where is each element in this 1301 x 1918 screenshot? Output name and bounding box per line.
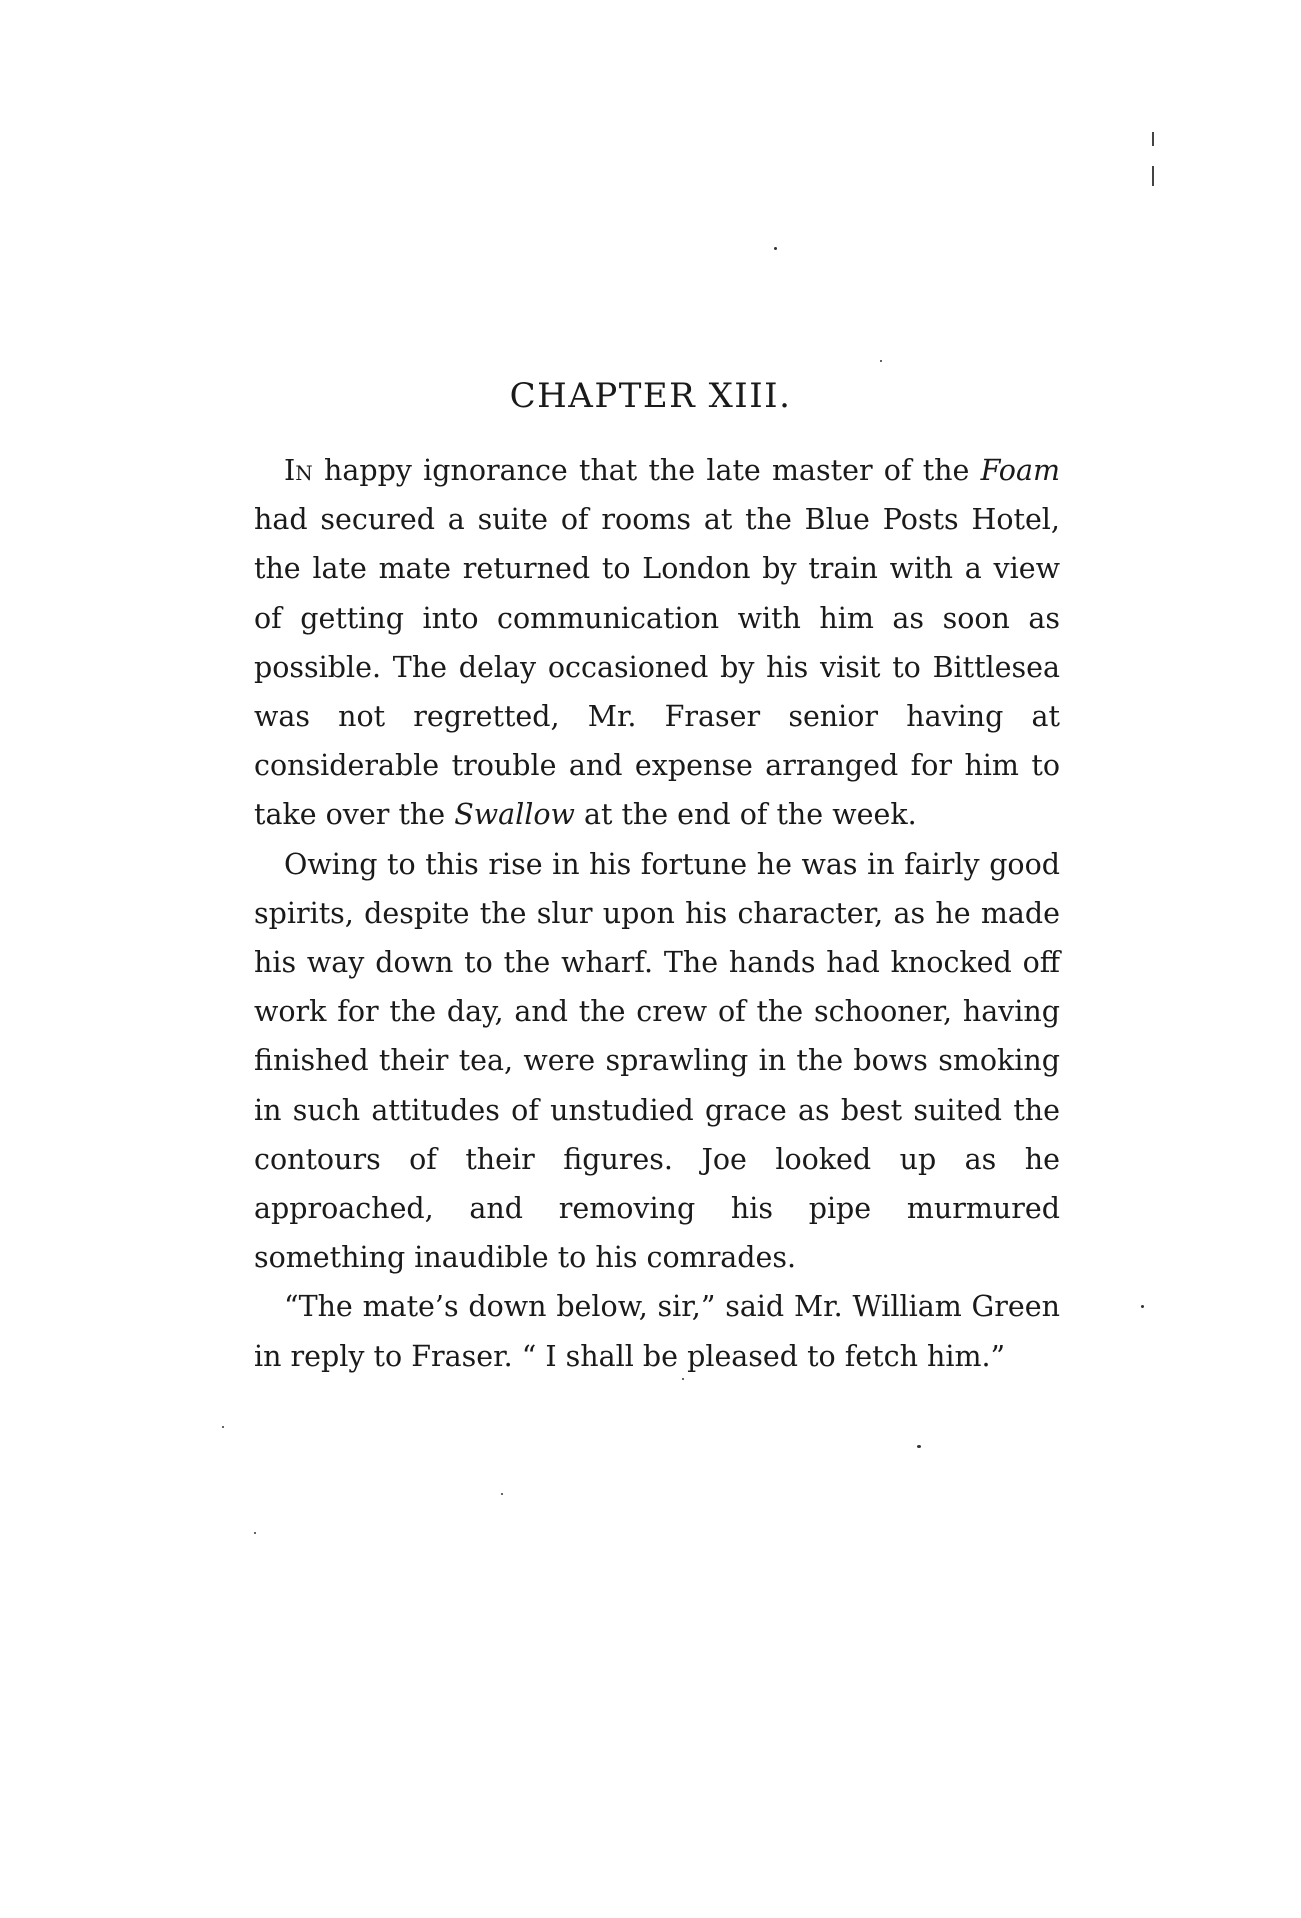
margin-mark	[1152, 132, 1154, 146]
speck	[774, 247, 777, 250]
paragraph-1	[254, 446, 1060, 840]
ship-name-swallow: Swallow	[454, 798, 575, 832]
speck	[1141, 1305, 1144, 1308]
paragraph-1-text-c: at the end of the week.	[574, 798, 917, 832]
paragraph-3: “The mate’s down below, sir,” said Mr. William Green in reply to Fraser. “ I shall be pleased to fetch him.”	[254, 1290, 1060, 1373]
speck	[254, 1532, 256, 1534]
speck	[222, 1426, 224, 1428]
speck	[501, 1493, 503, 1495]
chapter-body	[254, 446, 1060, 1381]
chapter-title: CHAPTER XIII.	[509, 376, 792, 416]
paragraph-1-text-a: happy ignorance that the late master of the	[312, 454, 981, 487]
speck	[880, 360, 882, 362]
margin-mark	[1152, 166, 1154, 186]
speck	[917, 1445, 921, 1448]
paragraph-1-text-b: had secured a suite of rooms at the Blue Posts Hotel, the late mate returned to London by train with a view of getting into communication with him as soon as possible. The delay occasioned by his visit to Bittlesea was not regretted, Mr. Fraser senior having at considerable trouble and expense arranged for him to take over the	[254, 503, 1060, 832]
ship-name-foam: Foam	[980, 454, 1060, 487]
paragraph-2: Owing to this rise in his fortune he was in fairly good spirits, despite the slur upon his character, as he made his way down to the wharf. The hands had knocked off work for the day, and the crew of the schooner, having finished their tea, were sprawling in the bows smoking in such attitudes of unstudied grace as best suited the contours of their figures. Joe looked up as he approached, and removing his pipe murmured something inaudible to his comrades.	[254, 847, 1060, 1275]
drop-word: In	[284, 454, 313, 487]
